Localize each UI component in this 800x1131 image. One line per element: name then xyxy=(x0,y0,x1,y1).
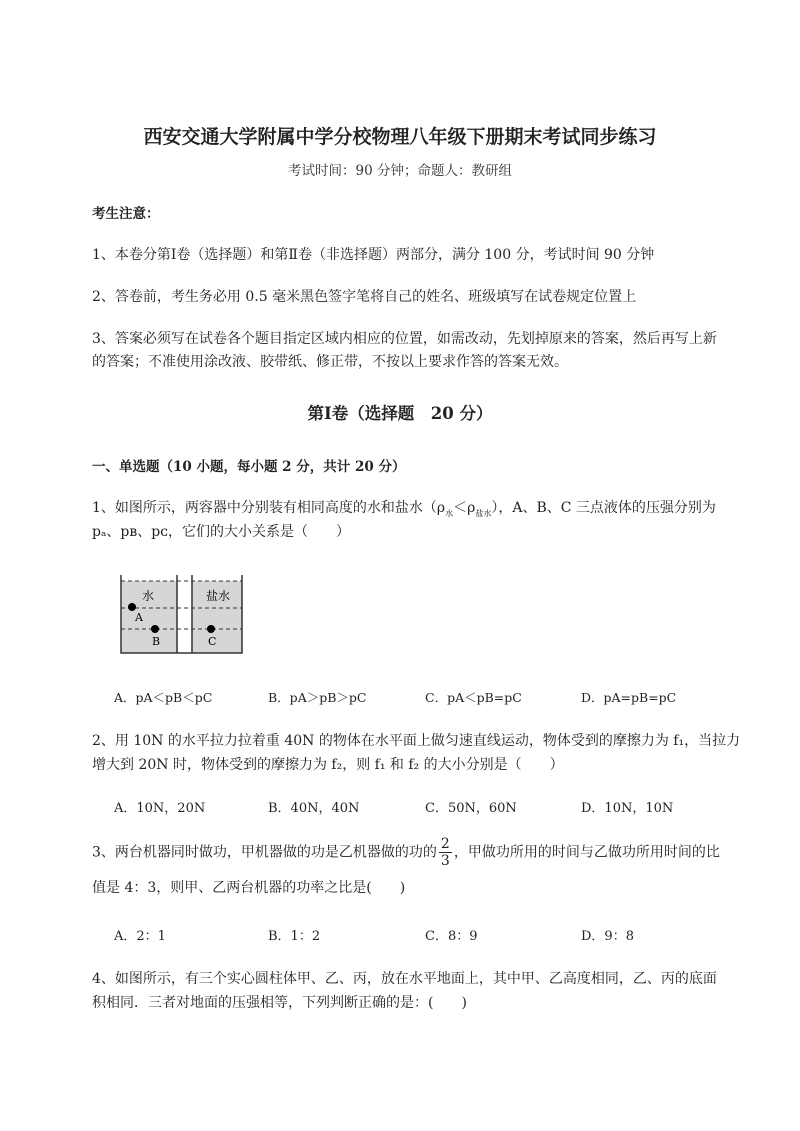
notice-item: 2、答卷前，考生务必用 0.5 毫米黑色签字笔将自己的姓名、班级填写在试卷规定位置上 xyxy=(92,289,637,305)
notice-heading: 考生注意： xyxy=(92,206,160,222)
page-title: 西安交通大学附属中学分校物理八年级下册期末考试同步练习 xyxy=(143,126,657,148)
q4-line1: 4、如图所示，有三个实心圆柱体甲、乙、丙，放在水平地面上，其中甲、乙高度相同，乙、丙的底面 xyxy=(92,971,717,987)
q1-option-d[interactable]: D．pA=pB=pC xyxy=(581,690,677,705)
part-heading: 一、单选题（10 小题，每小题 2 分，共计 20 分） xyxy=(92,459,406,475)
q2-line2: 增大到 20N 时，物体受到的摩擦力为 f₂，则 f₁ 和 f₂ 的大小分别是（ ） xyxy=(92,757,564,773)
q1-line1: 1、如图所示，两容器中分别装有相同高度的水和盐水$(\rho_水<\rho_{盐水})$，A、B、C 三点液体的压强分别为 xyxy=(92,500,716,518)
notice-item: 3、答案必须写在试卷各个题目指定区域内相应的位置，如需改动，先划掉原来的答案，然后再写上新 xyxy=(92,331,717,347)
q1-figure xyxy=(118,570,268,660)
q3-option-a[interactable]: A．2：1 xyxy=(114,929,166,944)
q2-option-c[interactable]: C．50N，60N xyxy=(425,801,517,816)
exam-info: 考试时间：90 分钟；命题人：教研组 xyxy=(288,163,512,179)
q4-line2: 积相同．三者对地面的压强相等，下列判断正确的是：( ) xyxy=(92,995,467,1011)
q3-option-c[interactable]: C．8：9 xyxy=(425,929,478,944)
saltwater-label: 盐水 xyxy=(206,589,231,603)
fraction: $\frac{2}{3}$ xyxy=(440,836,450,869)
svg-text:B: B xyxy=(152,635,161,648)
notice-item: 1、本卷分第Ⅰ卷（选择题）和第Ⅱ卷（非选择题）两部分，满分 100 分，考试时间 90 分钟 xyxy=(92,247,655,263)
q2-option-b[interactable]: B．40N，40N xyxy=(268,801,360,816)
q3-option-b[interactable]: B．1：2 xyxy=(268,929,321,944)
q1-option-c[interactable]: C．pA＜pB=pC xyxy=(425,690,522,705)
q3-line1: 3、两台机器同时做功，甲机器做的功是乙机器做的功的 $\frac{2}{3}$ ，甲做功所用的时间与乙做功所用时间的比 xyxy=(92,836,720,869)
q2-option-a[interactable]: A．10N，20N xyxy=(114,801,206,816)
q2-line1: 2、用 10N 的水平拉力拉着重 40N 的物体在水平面上做匀速直线运动，物体受到的摩擦力为 f₁，当拉力 xyxy=(92,733,741,749)
water-label: 水 xyxy=(142,589,155,603)
section-heading: 第Ⅰ卷（选择题 20 分） xyxy=(307,404,493,423)
notice-item: 的答案；不准使用涂改液、胶带纸、修正带，不按以上要求作答的答案无效。 xyxy=(92,354,568,370)
svg-text:C: C xyxy=(208,635,217,648)
q2-option-d[interactable]: D．10N，10N xyxy=(581,801,674,816)
q1-option-b[interactable]: B．pA＞pB＞pC xyxy=(268,690,367,705)
q1-option-a[interactable]: A．pA＜pB＜pC xyxy=(114,690,213,705)
q3-option-d[interactable]: D．9：8 xyxy=(581,929,634,944)
svg-text:A: A xyxy=(135,611,143,624)
q3-line2: 值是 4：3，则甲、乙两台机器的功率之比是( ) xyxy=(92,880,406,896)
q1-line2: pₐ、pʙ、pᴄ，它们的大小关系是（ ） xyxy=(92,524,351,540)
